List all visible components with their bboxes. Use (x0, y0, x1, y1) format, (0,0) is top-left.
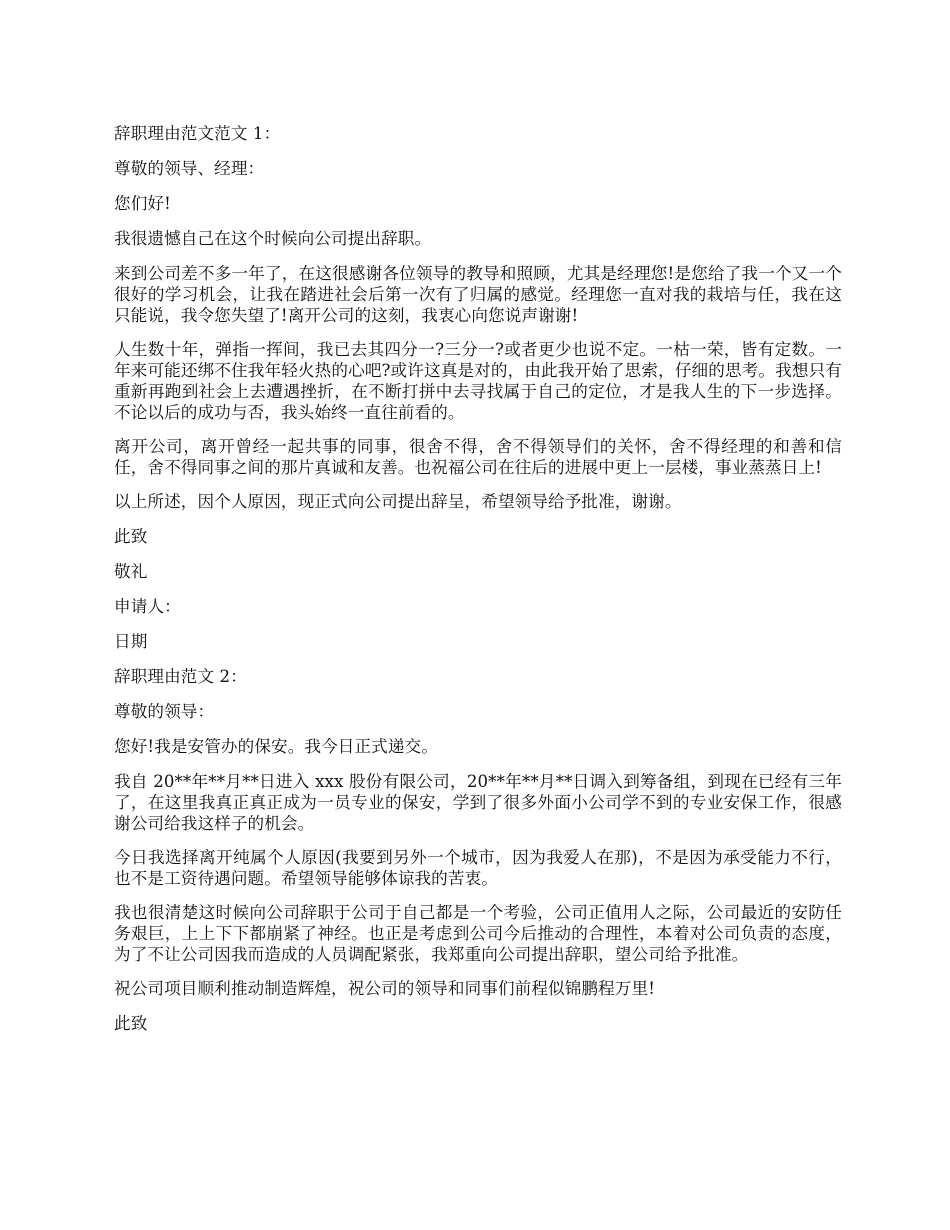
date-label: 日期 (114, 632, 148, 651)
paragraph-gratitude: 来到公司差不多一年了，在这很感谢各位领导的教导和照顾，尤其是经理您!是您给了我一个又一个很好的学习机会，让我在踏进社会后第一次有了归属的感觉。经理您一直对我的栽培与任，我在这只能说，我令您失望了!离开公司的这刻，我衷心向您说声谢谢! (114, 264, 842, 325)
paragraph-employment-history: 我自 20**年**月**日进入 xxx 股份有限公司，20**年**月**日调入到筹备组，到现在已经有三年了，在这里我真正真正成为一员专业的保安，学到了很多外面小公司学不到的专业安保工作，很感谢公司给我这样子的机会。 (114, 772, 842, 833)
paragraph-farewell: 离开公司，离开曾经一起共事的同事，很舍不得，舍不得领导们的关怀，舍不得经理的和善和信任，舍不得同事之间的那片真诚和友善。也祝福公司在往后的进展中更上一层楼，事业蒸蒸日上! (114, 437, 842, 477)
paragraph-conclusion-1: 以上所述，因个人原因，现正式向公司提出辞呈，希望领导给予批准，谢谢。 (114, 492, 682, 511)
paragraph-intro-1: 我很遗憾自己在这个时候向公司提出辞职。 (114, 229, 432, 248)
paragraph-blessing: 祝公司项目顺利推动制造辉煌，祝公司的领导和同事们前程似锦鹏程万里! (114, 979, 655, 998)
applicant-label: 申请人： (114, 597, 181, 616)
closing-cizhi-2: 此致 (114, 1014, 148, 1033)
section-heading-2: 辞职理由范文 2： (114, 667, 247, 686)
salutation-1: 尊敬的领导、经理： (114, 159, 265, 178)
closing-cizhi-1: 此致 (114, 527, 148, 546)
paragraph-personal-reason: 今日我选择离开纯属个人原因(我要到另外一个城市，因为我爱人在那)，不是因为承受能力不行，也不是工资待遇问题。希望领导能够体谅我的苦衷。 (114, 848, 842, 888)
paragraph-responsibility: 我也很清楚这时候向公司辞职于公司于自己都是一个考验，公司正值用人之际，公司最近的安防任务艰巨，上上下下都崩紧了神经。也正是考虑到公司今后推动的合理性，本着对公司负责的态度，为了不让公司因我而造成的人员调配紧张，我郑重向公司提出辞职，望公司给予批准。 (114, 903, 842, 964)
greeting-1: 您们好! (114, 194, 171, 213)
paragraph-reflection: 人生数十年，弹指一挥间，我已去其四分一?三分一?或者更少也说不定。一枯一荣，皆有定数。一年来可能还绑不住我年轻火热的心吧?或许这真是对的，由此我开始了思索，仔细的思考。我想只有重新再跑到社会上去遭遇挫折，在不断打拼中去寻找属于自己的定位，才是我人生的下一步选择。不论以后的成功与否，我头始终一直往前看的。 (114, 340, 842, 422)
salutation-2: 尊敬的领导： (114, 702, 215, 721)
greeting-2: 您好!我是安管办的保安。我今日正式递交。 (114, 737, 438, 756)
section-heading-1: 辞职理由范文范文 1： (114, 124, 281, 143)
document-body (114, 123, 842, 1048)
closing-jingli: 敬礼 (114, 562, 148, 581)
